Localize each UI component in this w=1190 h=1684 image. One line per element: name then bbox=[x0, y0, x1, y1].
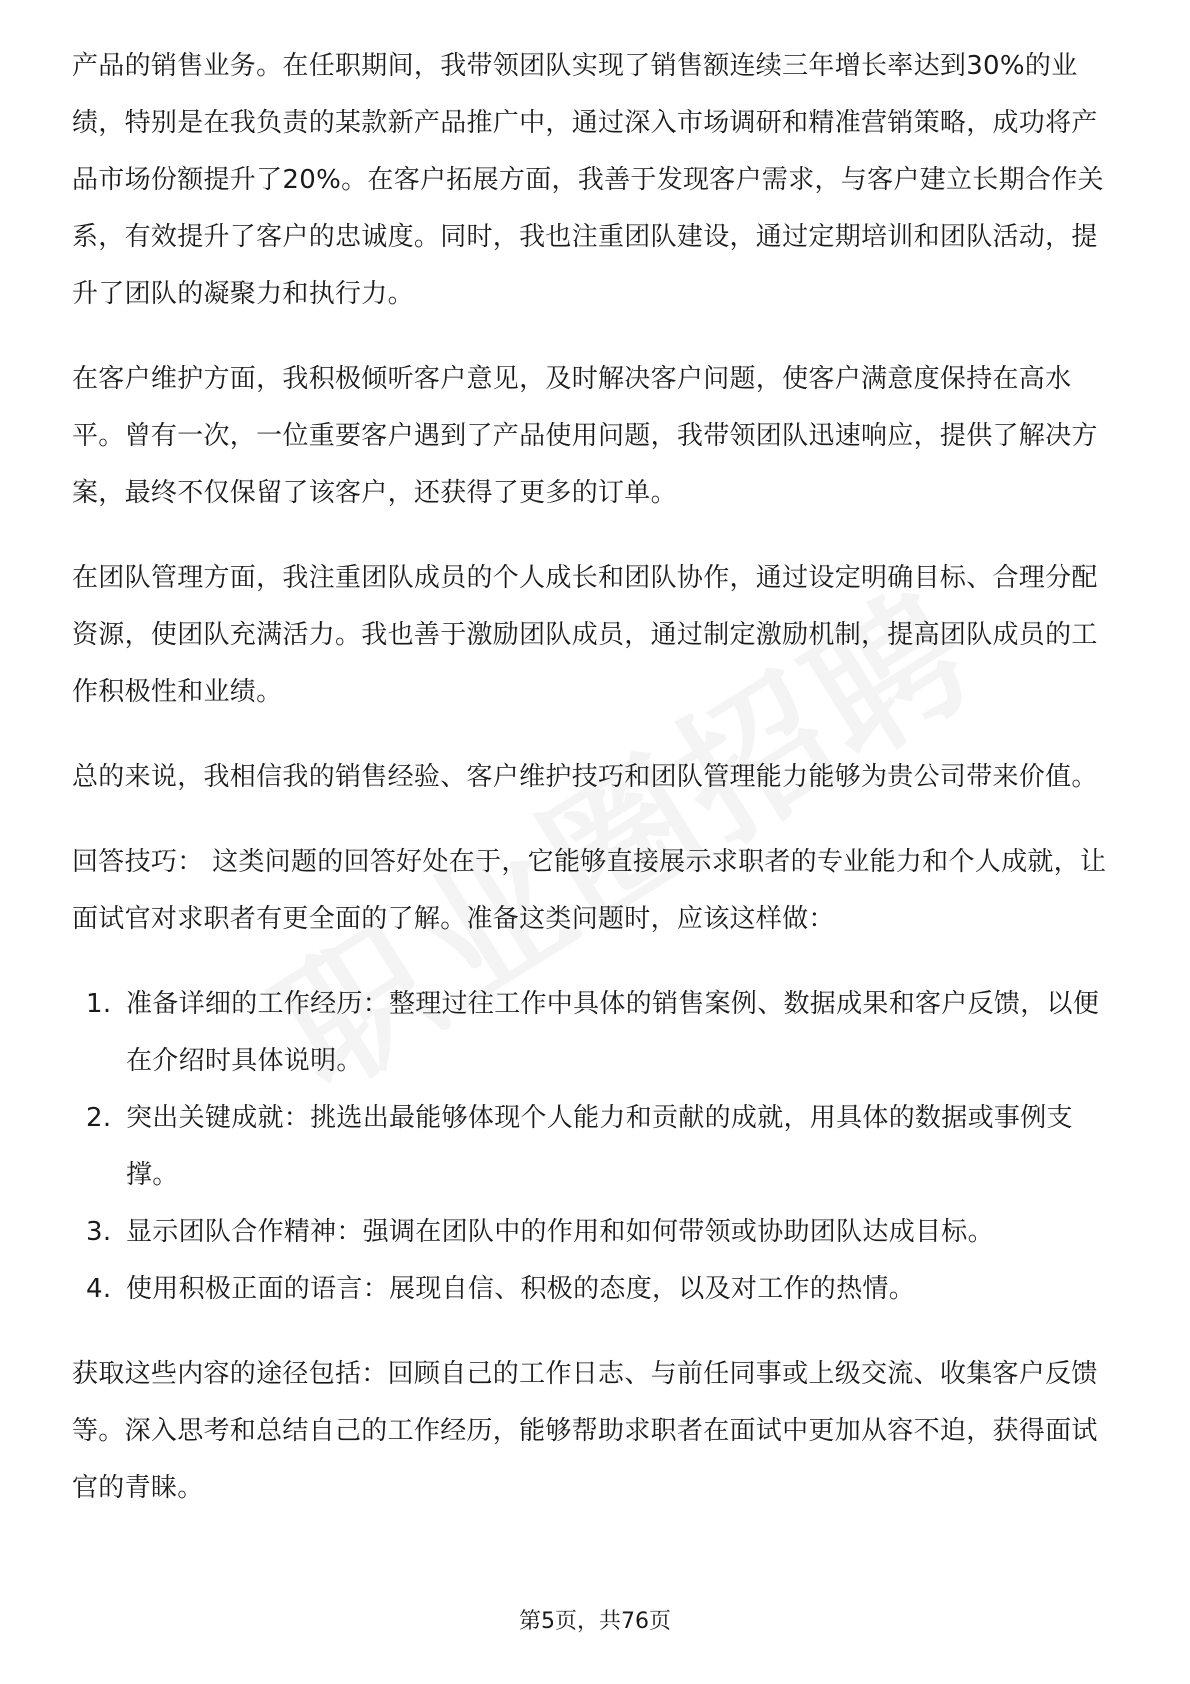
list-item bbox=[72, 1090, 1122, 1204]
page-footer bbox=[0, 1607, 1190, 1637]
document-body bbox=[72, 38, 1122, 1545]
paragraph-sales-achievements: 产品的销售业务。在任职期间，我带领团队实现了销售额连续三年增长率达到30%的业绩，特别是在我负责的某款新产品推广中，通过深入市场调研和精准营销策略，成功将产品市场份额提升了20%。在客户拓展方面，我善于发现客户需求，与客户建立长期合作关系，有效提升了客户的忠诚度。同时，我也注重团队建设，通过定期培训和团队活动，提升了团队的凝聚力和执行力。 bbox=[72, 51, 1104, 309]
tips-list bbox=[72, 976, 1122, 1318]
list-item bbox=[72, 1204, 1122, 1261]
list-item-text: 准备详细的工作经历：整理过往工作中具体的销售案例、数据成果和客户反馈，以便在介绍时具体说明。 bbox=[126, 989, 1100, 1076]
list-item-text: 突出关键成就：挑选出最能够体现个人能力和贡献的成就，用具体的数据或事例支撑。 bbox=[126, 1103, 1073, 1190]
list-item-number: 3. bbox=[86, 1217, 112, 1247]
list-item-number: 2. bbox=[86, 1103, 112, 1133]
list-item bbox=[72, 1261, 1122, 1318]
paragraph-summary: 总的来说，我相信我的销售经验、客户维护技巧和团队管理能力能够为贵公司带来价值。 bbox=[72, 762, 1098, 792]
list-item-number: 4. bbox=[86, 1274, 112, 1304]
paragraph-closing: 获取这些内容的途径包括：回顾自己的工作日志、与前任同事或上级交流、收集客户反馈等。深入思考和总结自己的工作经历，能够帮助求职者在面试中更加从容不迫，获得面试官的青睐。 bbox=[72, 1359, 1098, 1503]
list-item-text: 显示团队合作精神：强调在团队中的作用和如何带领或协助团队达成目标。 bbox=[126, 1217, 994, 1247]
page-number: 第5页，共76页 bbox=[519, 1609, 671, 1634]
paragraph-team-management: 在团队管理方面，我注重团队成员的个人成长和团队协作，通过设定明确目标、合理分配资源，使团队充满活力。我也善于激励团队成员，通过制定激励机制，提高团队成员的工作积极性和业绩。 bbox=[72, 563, 1098, 707]
paragraph-customer-maintenance: 在客户维护方面，我积极倾听客户意见，及时解决客户问题，使客户满意度保持在高水平。曾有一次，一位重要客户遇到了产品使用问题，我带领团队迅速响应，提供了解决方案，最终不仅保留了该客户，还获得了更多的订单。 bbox=[72, 364, 1098, 508]
list-item bbox=[72, 976, 1122, 1090]
list-item-text: 使用积极正面的语言：展现自信、积极的态度，以及对工作的热情。 bbox=[126, 1274, 916, 1304]
list-item-number: 1. bbox=[86, 989, 112, 1019]
paragraph-answer-tips: 回答技巧： 这类问题的回答好处在于，它能够直接展示求职者的专业能力和个人成就，让面试官对求职者有更全面的了解。准备这类问题时，应该这样做： bbox=[72, 847, 1107, 934]
